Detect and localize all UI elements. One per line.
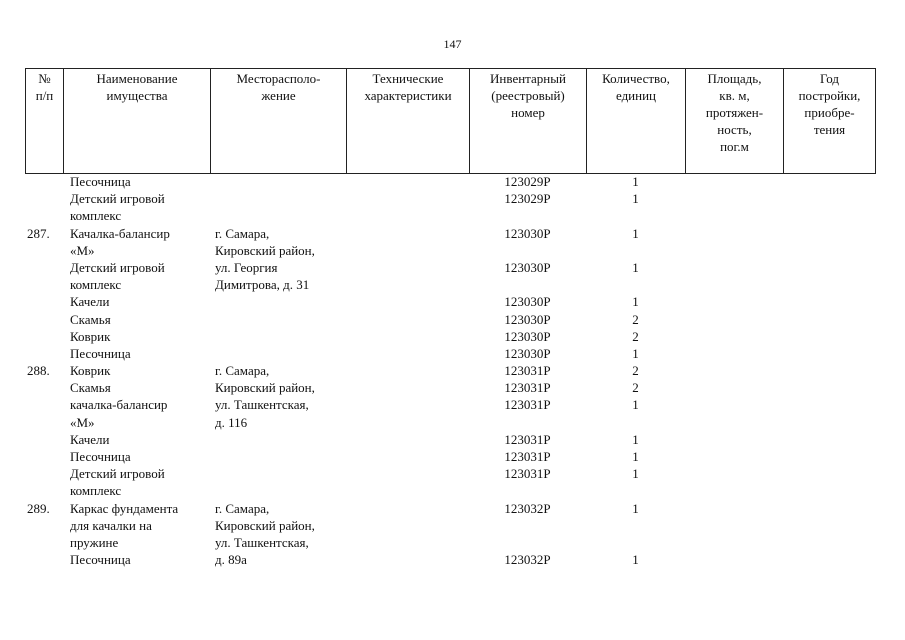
item-location: д. 116 bbox=[215, 414, 248, 430]
item-name: Качалка-балансир bbox=[70, 225, 170, 241]
item-name: Детский игровой bbox=[70, 259, 165, 275]
header-quantity: Количество, единиц bbox=[587, 69, 686, 174]
item-location: Кировский район, bbox=[215, 242, 315, 258]
table-row bbox=[25, 482, 875, 499]
inventory-number: 123031Р bbox=[504, 380, 551, 396]
item-quantity: 1 bbox=[632, 345, 639, 361]
item-location: ул. Георгия bbox=[215, 259, 278, 275]
item-name: «М» bbox=[70, 414, 95, 430]
inventory-number: 123031Р bbox=[504, 449, 551, 464]
header-number: № п/п bbox=[26, 69, 64, 174]
item-quantity: 1 bbox=[632, 466, 639, 482]
table-row bbox=[25, 448, 875, 465]
inventory-number: 123030Р bbox=[504, 311, 551, 327]
header-inventory: Инвентарный (реестровый) номер bbox=[470, 69, 587, 174]
table-row bbox=[25, 500, 875, 517]
inventory-number: 123031Р bbox=[504, 363, 551, 379]
item-quantity: 1 bbox=[632, 174, 639, 189]
table-row bbox=[25, 362, 875, 379]
table-row bbox=[25, 242, 875, 259]
item-quantity: 2 bbox=[632, 363, 639, 379]
item-name: Коврик bbox=[70, 328, 111, 344]
inventory-number: 123030Р bbox=[504, 345, 551, 361]
item-quantity: 1 bbox=[632, 449, 639, 464]
row-number: 289. bbox=[27, 500, 50, 516]
item-name: Скамья bbox=[70, 311, 111, 327]
table-row bbox=[25, 190, 875, 207]
table-row bbox=[25, 414, 875, 431]
inventory-number: 123029Р bbox=[504, 174, 551, 189]
table-row bbox=[25, 379, 875, 396]
inventory-number: 123030Р bbox=[504, 294, 551, 310]
item-name: Детский игровой bbox=[70, 466, 165, 482]
table-header bbox=[25, 68, 876, 174]
item-location: Кировский район, bbox=[215, 517, 315, 533]
item-quantity: 1 bbox=[632, 259, 639, 275]
item-name: Качели bbox=[70, 294, 110, 310]
item-location: д. 89а bbox=[215, 552, 247, 568]
item-location: Димитрова, д. 31 bbox=[215, 277, 310, 293]
item-name: Песочница bbox=[70, 449, 131, 464]
page-number: 147 bbox=[443, 37, 462, 51]
table-row bbox=[25, 551, 875, 568]
item-name: Коврик bbox=[70, 363, 111, 379]
inventory-number: 123031Р bbox=[504, 397, 551, 413]
item-name: комплекс bbox=[70, 277, 122, 293]
inventory-number: 123030Р bbox=[504, 328, 551, 344]
item-location: Кировский район, bbox=[215, 380, 315, 396]
table-row bbox=[25, 431, 875, 448]
item-location: г. Самара, bbox=[215, 363, 270, 379]
item-quantity: 1 bbox=[632, 225, 639, 241]
inventory-number: 123032Р bbox=[504, 552, 551, 568]
item-name: пружине bbox=[70, 534, 119, 550]
table-row bbox=[25, 328, 875, 345]
table-row bbox=[25, 259, 875, 276]
header-location: Месторасполо- жение bbox=[211, 69, 347, 174]
inventory-number: 123031Р bbox=[504, 466, 551, 482]
table-row bbox=[25, 293, 875, 310]
table-row bbox=[25, 465, 875, 482]
item-location: г. Самара, bbox=[215, 225, 270, 241]
row-number: 288. bbox=[27, 363, 50, 379]
item-name: Песочница bbox=[70, 345, 131, 361]
item-name: Детский игровой bbox=[70, 191, 165, 207]
item-location: ул. Ташкентская, bbox=[215, 397, 309, 413]
table-row bbox=[25, 276, 875, 293]
item-name: для качалки на bbox=[70, 517, 152, 533]
item-quantity: 1 bbox=[632, 552, 639, 568]
row-number: 287. bbox=[27, 225, 50, 241]
inventory-number: 123030Р bbox=[504, 225, 551, 241]
table-row bbox=[25, 173, 875, 190]
item-name: Качели bbox=[70, 431, 110, 447]
inventory-number: 123030Р bbox=[504, 259, 551, 275]
item-location: г. Самара, bbox=[215, 500, 270, 516]
item-quantity: 1 bbox=[632, 397, 639, 413]
item-quantity: 1 bbox=[632, 191, 639, 207]
item-name: комплекс bbox=[70, 483, 122, 499]
table-row bbox=[25, 225, 875, 242]
header-year: Год постройки, приобре- тения bbox=[784, 69, 876, 174]
table-row bbox=[25, 311, 875, 328]
item-location: ул. Ташкентская, bbox=[215, 534, 309, 550]
item-name: Песочница bbox=[70, 552, 131, 568]
inventory-number: 123029Р bbox=[504, 191, 551, 207]
item-quantity: 1 bbox=[632, 294, 639, 310]
table-row bbox=[25, 534, 875, 551]
table-row bbox=[25, 345, 875, 362]
item-quantity: 2 bbox=[632, 311, 639, 327]
table-row bbox=[25, 207, 875, 224]
item-name: качалка-балансир bbox=[70, 397, 168, 413]
inventory-number: 123032Р bbox=[504, 500, 551, 516]
inventory-number: 123031Р bbox=[504, 431, 551, 447]
item-quantity: 1 bbox=[632, 431, 639, 447]
item-name: Каркас фундамента bbox=[70, 500, 179, 516]
item-name: Песочница bbox=[70, 174, 131, 189]
table-row bbox=[25, 396, 875, 413]
item-quantity: 2 bbox=[632, 328, 639, 344]
item-name: Скамья bbox=[70, 380, 111, 396]
table-row bbox=[25, 517, 875, 534]
item-quantity: 2 bbox=[632, 380, 639, 396]
header-technical: Технические характеристики bbox=[347, 69, 470, 174]
header-area: Площадь, кв. м, протяжен- ность, пог.м bbox=[686, 69, 784, 174]
item-quantity: 1 bbox=[632, 500, 639, 516]
header-name: Наименование имущества bbox=[64, 69, 211, 174]
item-name: комплекс bbox=[70, 208, 122, 224]
item-name: «М» bbox=[70, 242, 95, 258]
table-body bbox=[25, 173, 875, 568]
